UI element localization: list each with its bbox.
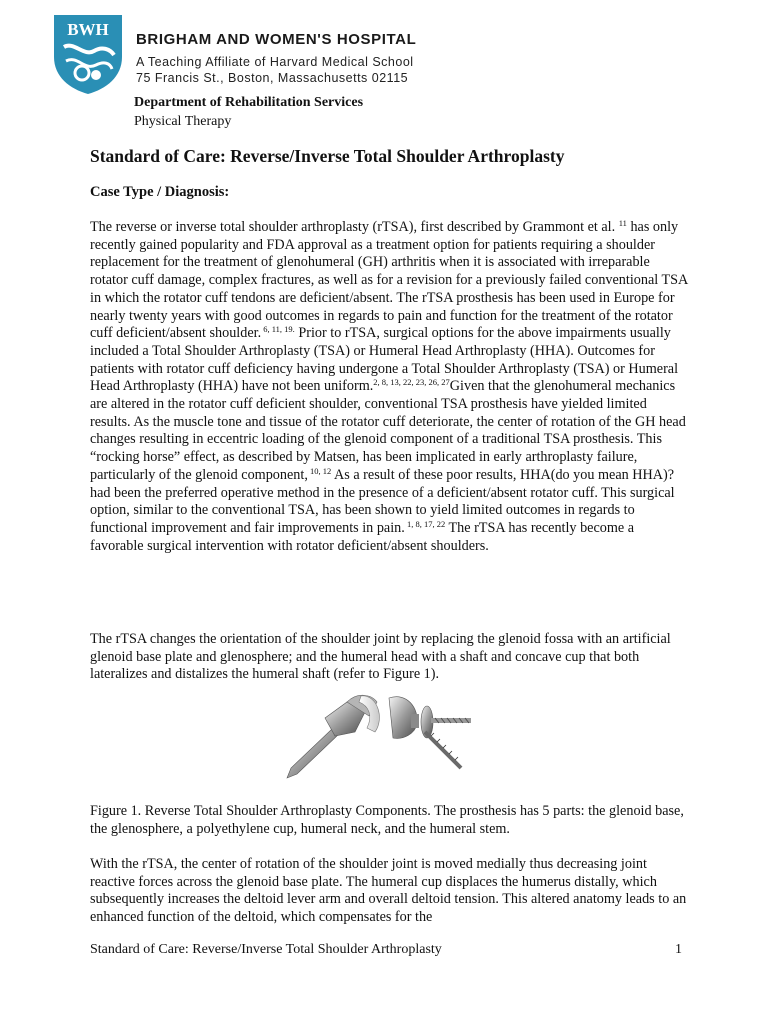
citation: 11 — [618, 218, 627, 228]
hospital-address: 75 Francis St., Boston, Massachusetts 02115 — [136, 71, 409, 85]
figure-caption: Figure 1. Reverse Total Shoulder Arthroplasty Components. The prosthesis has 5 parts: the glenoid base, the glenosphere, a polyethylene cup, humeral neck, and the humeral stem. — [90, 803, 684, 837]
text-run: As a result of these poor results, HHA(do you mean HHA)? had been the preferred operative method in the presence of a deficient/absent rotator cuff. This surgical option, similar to the conventional TSA, has been shown to yield limited outcomes in regards to functional improvement and fair improvements in pain. — [90, 466, 675, 536]
text-run: Given that the glenohumeral mechanics are altered in the rotator cuff deficient shoulder, conventional TSA prosthesis have yielded limited results. As the muscle tone and tissue of the rotator cuff deteriorate, the center of rotation of the GH head changes resulting in eccentric loading of the glenoid component of a traditional TSA prosthesis. This “rocking horse” effect, as described by Matsen, has been implicated in early arthroplasty failure, particularly of the glenoid component, — [90, 378, 686, 483]
citation: 2, 8, 13, 22, 23, 26, 27 — [373, 377, 450, 388]
logo-text: BWH — [67, 20, 109, 39]
text-run: The rTSA has recently become a favorable surgical intervention with rotator deficient/absent shoulders. — [90, 519, 635, 554]
page-number: 1 — [675, 942, 682, 957]
letterhead — [52, 13, 452, 98]
section-heading: Case Type / Diagnosis: — [90, 184, 230, 200]
prosthesis-figure — [285, 688, 485, 783]
footer-title: Standard of Care: Reverse/Inverse Total Shoulder Arthroplasty — [90, 942, 442, 957]
text-run: has only recently gained popularity and FDA approval as a treatment option for patients requiring a shoulder replacement for the treatment of glenohumeral (GH) arthritis when it is associated with irreparable rotator cuff damage, complex fractures, as well as for a revision for a previously failed conventional TSA in which the rotator cuff tendons are deficient/absent. The rTSA prosthesis has been used in Europe for nearly twenty years with good outcomes in regards to pain and function for the treatment of the rotator cuff deficient/absent shoulder. — [90, 219, 688, 342]
citation: 1, 8, 17, 22 — [404, 518, 446, 529]
hospital-affiliation: A Teaching Affiliate of Harvard Medical School — [136, 55, 414, 69]
hospital-name: BRIGHAM AND WOMEN'S HOSPITAL — [136, 31, 417, 48]
department-name: Department of Rehabilitation Services — [134, 95, 364, 110]
citation: 10, 12 — [307, 465, 332, 476]
citation: 6, 11, 19. — [261, 324, 295, 335]
paragraph-mechanics: With the rTSA, the center of rotation of the shoulder joint is moved medially thus decreasing joint reactive forces across the glenoid base plate. The humeral cup displaces the humerus distally, which subsequently increases the deltoid lever arm and overall deltoid tension. This altered anatomy leads to an enhanced function of the deltoid, which compensates for the — [90, 856, 687, 926]
text-run: The reverse or inverse total shoulder arthroplasty (rTSA), first described by Grammont et al. — [90, 219, 619, 235]
department-block — [134, 93, 363, 131]
text-run: Prior to rTSA, surgical options for the above impairments usually included a Total Shoulder Arthroplasty (TSA) or Humeral Head Arthroplasty (HHA). Outcomes for patients with rotator cuff deficiency having undergone a Total Shoulder Arthroplasty (TSA) or Humeral Head Arthroplasty (HHA) have not been uniform. — [90, 325, 679, 395]
document-title: Standard of Care: Reverse/Inverse Total Shoulder Arthroplasty — [90, 146, 565, 166]
paragraph-orientation: The rTSA changes the orientation of the shoulder joint by replacing the glenoid fossa with an artificial glenoid base plate and glenosphere; and the humeral head with a shaft and concave cup that both lateralizes and distalizes the humeral shaft (refer to Figure 1). — [90, 631, 671, 683]
department-division: Physical Therapy — [134, 114, 232, 129]
paragraph-intro — [90, 219, 690, 555]
bwh-logo — [52, 13, 124, 95]
